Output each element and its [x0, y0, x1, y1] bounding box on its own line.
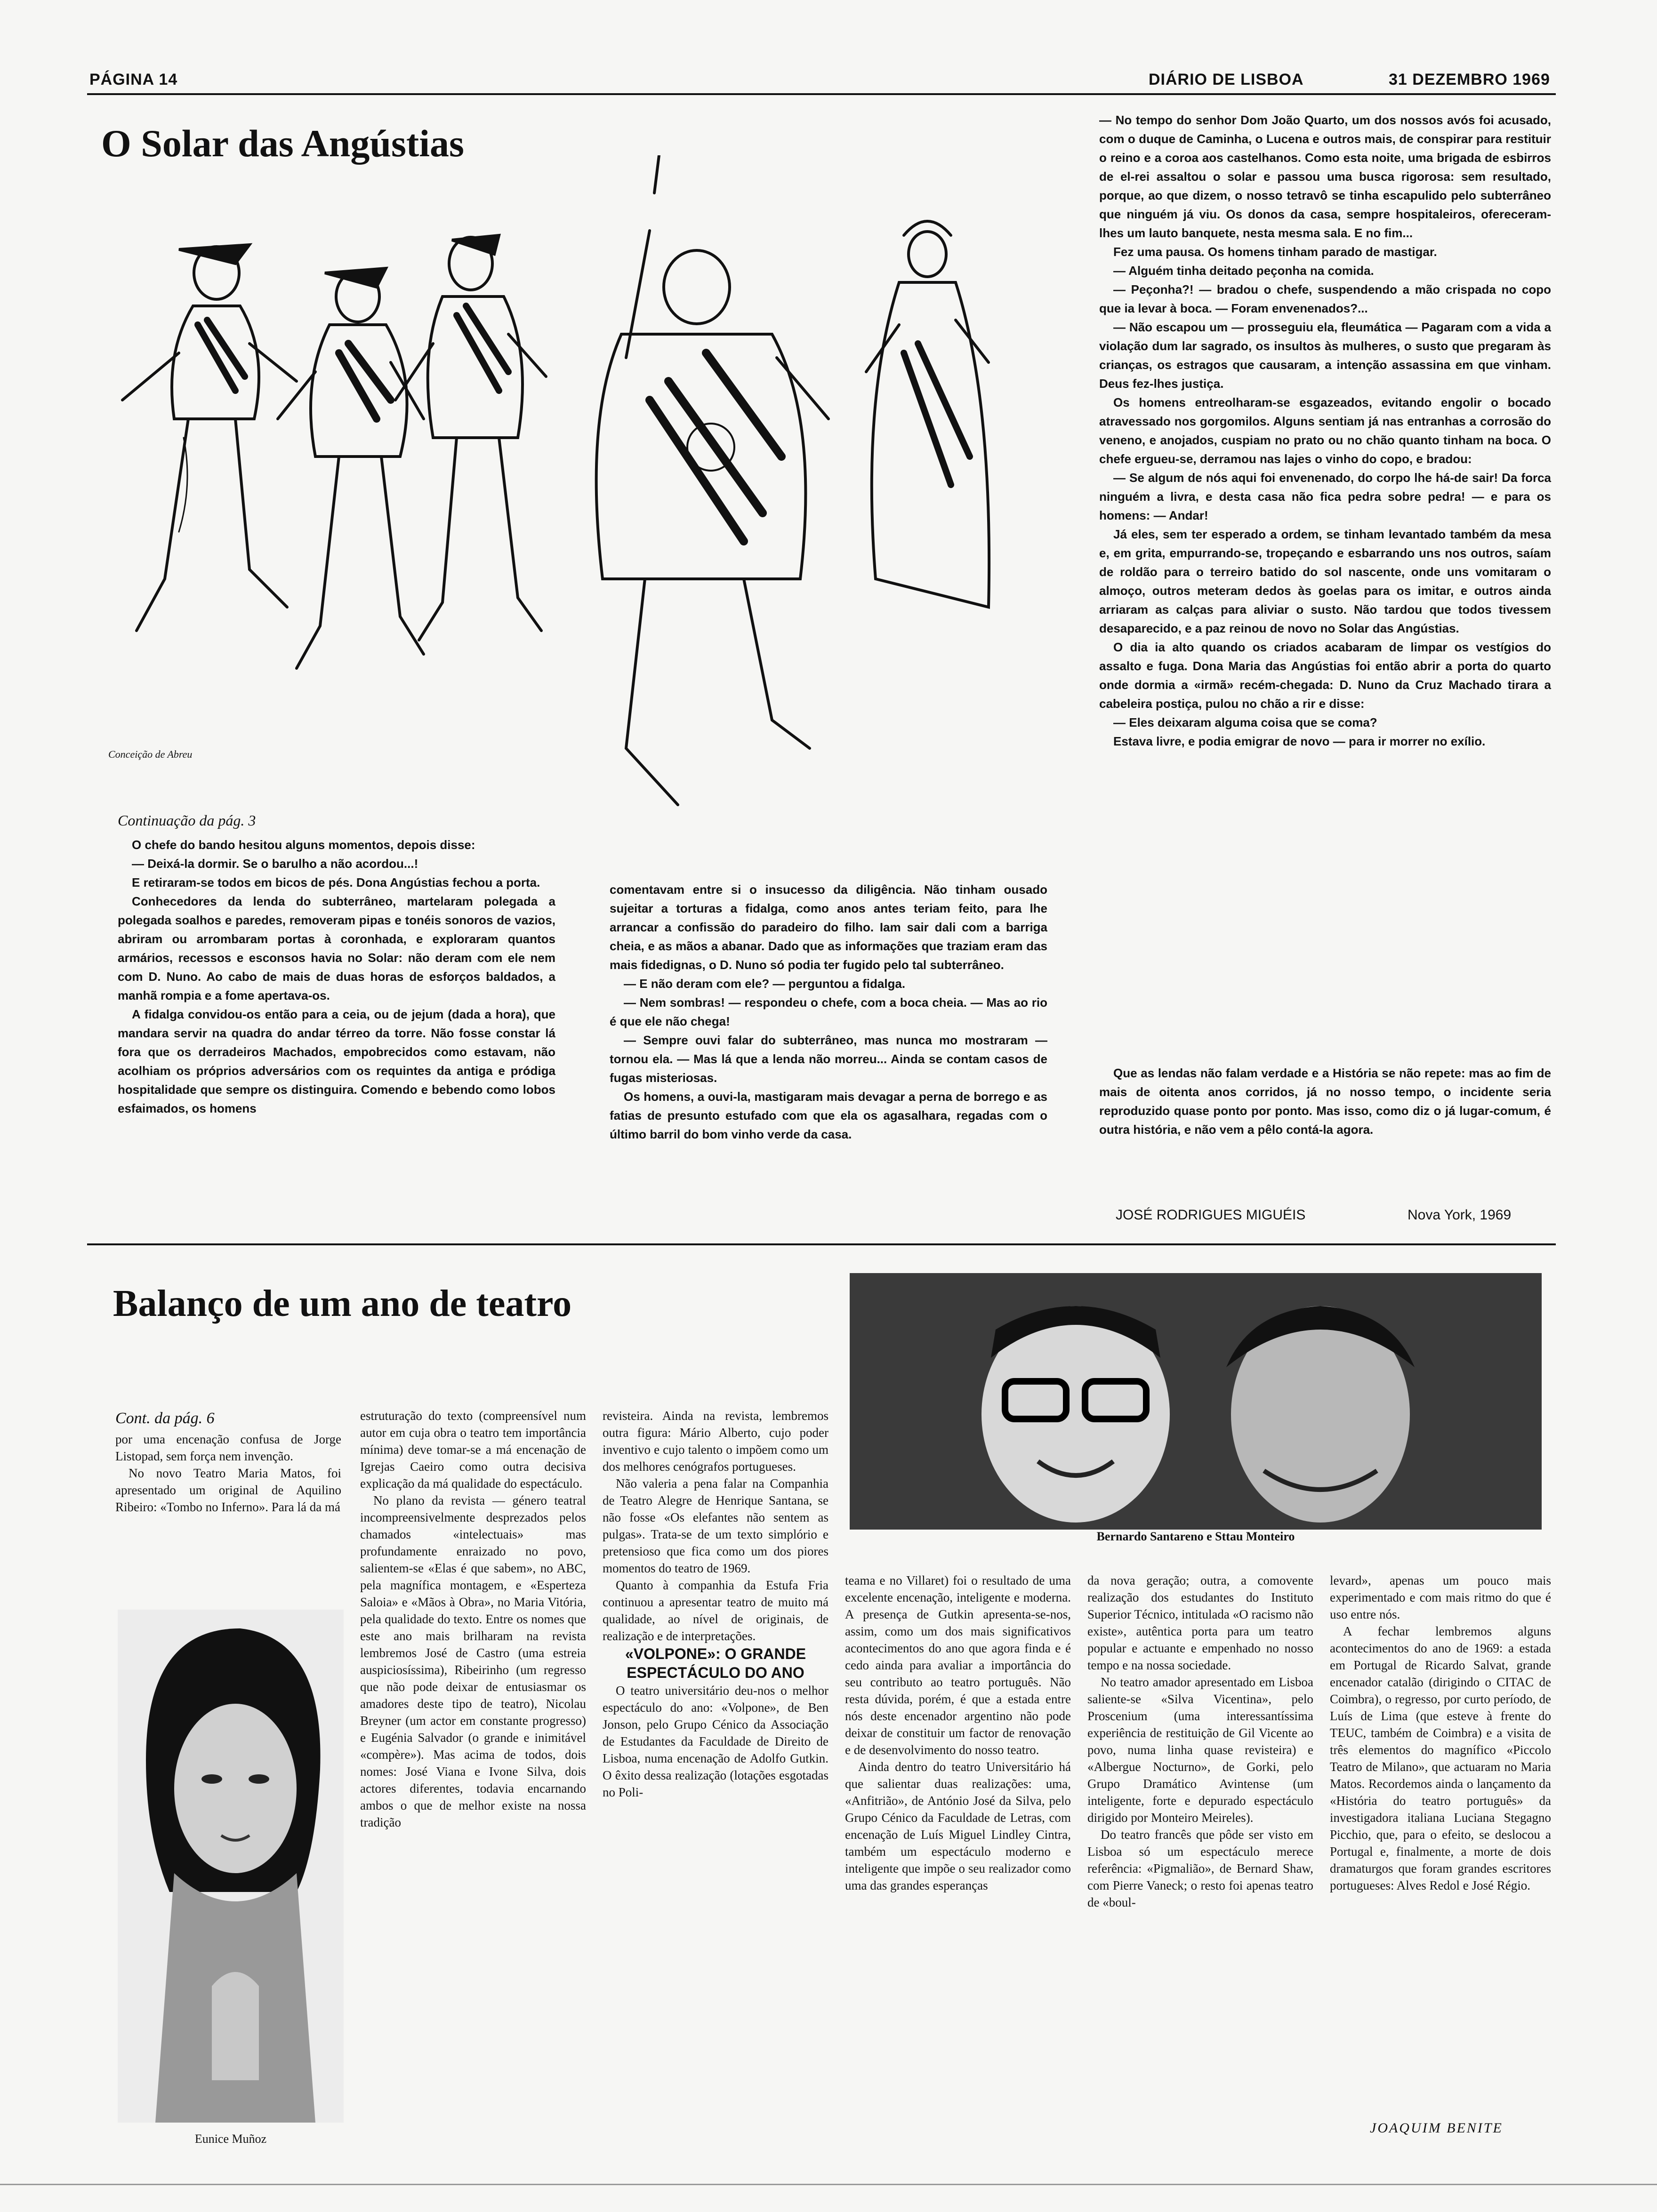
- illustration-signature: Conceição de Abreu: [108, 748, 193, 760]
- paragraph: Ainda dentro do teatro Universitário há que salientar duas realizações: uma, «Anfitrião», de António José da Silva, pelo Grupo Cénico da Faculdade de Letras, com encenação de Luís Miguel Lindley Cintra, também um espectáculo moderno e inteligente que impõe o seu realizador como uma das grandes esperanças: [845, 1760, 1071, 1892]
- article2-column-3: [603, 1407, 828, 1801]
- paragraph: Já eles, sem ter esperado a ordem, se tinham levantado também da mesa e, em grita, empurrando-se, tropeçando e esbarrando uns nos outros, saíam de roldão para o terreiro batido do sol nascente, onde uns vomitaram o almoço, outros meteram dedos às goelas para os imitar, e outros ainda arriaram as calças para aliviar o susto. Não tardou que todos tivessem desaparecido, e a paz reinou de novo no Solar das Angústias.: [1099, 527, 1551, 635]
- article2-column-4: [845, 1572, 1071, 1894]
- newspaper-name: DIÁRIO DE LISBOA: [1149, 71, 1304, 88]
- subheading: «VOLPONE»: O GRANDE ESPECTÁCULO DO ANO: [625, 1645, 806, 1681]
- illustration: [94, 155, 1073, 824]
- article-column-1: [118, 835, 555, 1118]
- paragraph: — Não escapou um — prosseguiu ela, fleumática — Pagaram com a vida a violação dum lar sagrado, os insultos às mulheres, o susto que pregaram às crianças, os estragos que causaram, a intenção assassina em que vinham. Deus fez-lhes justiça.: [1099, 320, 1551, 391]
- paragraph: estruturação do texto (compreensível num autor em cuja obra o teatro tem importância mínima) deve tomar-se a má encenação de Igrejas Caeiro como outra decisiva explicação da má qualidade do espectáculo.: [360, 1409, 586, 1491]
- figure-soldier-1: [122, 245, 297, 631]
- photo-caption-2: Eunice Muñoz: [194, 2132, 267, 2146]
- article2-column-5: [1087, 1572, 1313, 1911]
- paragraph: Os homens entreolharam-se esgazeados, evitando engolir o bocado atravessado nos gorgomilos. Alguns sentiam já nas entranhas a corrosão do veneno, e anojados, cuspiam no prato ou no chão quanto tinham na boca. O chefe ergueu-se, derramou nas lajes o vinho do copo, e bradou:: [1099, 395, 1551, 466]
- article2-column-2: [360, 1407, 586, 1831]
- paragraph: — Sempre ouvi falar do subterrâneo, mas nunca mo mostraram — tornou ela. — Mas lá que a lenda não morreu... Ainda se contam casos de fugas misteriosas.: [610, 1033, 1047, 1085]
- article-title: O Solar das Angústias: [101, 122, 464, 165]
- continuation-note: Continuação da pág. 3: [118, 812, 256, 829]
- paragraph: O chefe do bando hesitou alguns momentos, depois disse:: [132, 838, 475, 852]
- article-title-2: Balanço de um ano de teatro: [113, 1283, 572, 1324]
- paragraph: No plano da revista — género teatral incompreensivelmente desprezados pelos chamados «intelectuais» mas profundamente enraizado no povo, salientem-se «Elas é que sabem», no ABC, pela magnífica montagem, e «Esperteza Saloia» e «Mãos à Obra», no Maria Vitória, pela qualidade do texto. Entre os nomes que este ano mais brilharam na revista lembremos José de Castro (uma estreia auspiciosíssima), Ribeirinho (um regresso que não pode deixar de entusiasmar os amadores deste tipo de teatro), Nicolau Breyner (um actor em constante progresso) e Eugénia Salvador (o grande e inimitável «compère»). Mas acima de todos, dois nomes: José Viana e Ivone Silva, dois actores diferentes, todavia encarnando ambos o que de melhor existe na nossa tradição: [360, 1493, 586, 1829]
- paragraph: No novo Teatro Maria Matos, foi apresentado um original de Aquilino Ribeiro: «Tombo no Inferno». Para lá da má: [115, 1466, 341, 1514]
- paragraph: — Peçonha?! — bradou o chefe, suspendendo a mão crispada no copo que ia levar à boca. — Foram envenenados?...: [1099, 282, 1551, 315]
- paragraph: Conhecedores da lenda do subterrâneo, martelaram polegada a polegada soalhos e paredes, removeram pipas e tonéis sonoros de vazios, abriram ou arrombaram portas à coronhada, e exploraram quantos armários, recessos e esconsos havia no Solar: não deram com ele nem com D. Nuno. Ao cabo de mais de duas horas de esforços baldados, a manhã rompia e a fome apertava-os.: [118, 894, 555, 1002]
- article2-column-1: [115, 1431, 341, 1515]
- paragraph: — Deixá-la dormir. Se o barulho a não acordou...!: [132, 857, 418, 871]
- paragraph: — Eles deixaram alguma coisa que se coma?: [1113, 715, 1377, 729]
- paragraph: — No tempo do senhor Dom João Quarto, um dos nossos avós foi acusado, com o duque de Caminha, o Lucena e outros mais, de conspirar para restituir o reino e a coroa aos castelhanos. Como esta noite, uma brigada de esbirros de el-rei assaltou o solar e passou uma busca rigorosa: sem resultado, porque, ao que dizem, o nosso tetravô se tinha escapulido pelo subterrâneo que ninguém já viu. Os donos da casa, sempre hospitaleiros, ofereceram-lhes um lauto banquete, nesta mesma sala. E no fim...: [1099, 113, 1551, 240]
- paragraph: teama e no Villaret) foi o resultado de uma excelente encenação, inteligente e moderna. A presença de Gutkin apresenta-se-nos, assim, como um dos mais significativos acontecimentos do ano que agora finda e é cedo ainda para avaliar a importância do seu contributo ao teatro português. Não resta dúvida, porém, é que a estada entre nós deste encenador argentino não pode deixar de constituir um factor de renovação e de desenvolvimento do nosso teatro.: [845, 1573, 1071, 1757]
- paragraph: Estava livre, e podia emigrar de novo — para ir morrer no exílio.: [1113, 734, 1486, 748]
- paragraph: — Alguém tinha deitado peçonha na comida.: [1113, 264, 1374, 278]
- paragraph: Que as lendas não falam verdade e a História se não repete: mas ao fim de mais de oitenta anos corridos, já no nosso tempo, o incidente seria reproduzido quase ponto por ponto. Mas isso, como diz o já lugar-comum, é outra história, e não vem a pêlo contá-la agora.: [1099, 1066, 1551, 1137]
- continuation-note-2: Cont. da pág. 6: [115, 1410, 215, 1427]
- section-rule: [87, 1243, 1556, 1245]
- paragraph: O teatro universitário deu-nos o melhor espectáculo do ano: «Volpone», de Ben Jonson, pelo Grupo Cénico da Associação de Estudantes da Faculdade de Direito de Lisboa, numa encenação de Adolfo Gutkin. O êxito dessa realização (lotações esgotadas no Poli-: [603, 1683, 828, 1799]
- paragraph: Quanto à companhia da Estufa Fria continuou a apresentar teatro de muito má qualidade, ao nível de originais, de realização e de interpretações.: [603, 1578, 828, 1643]
- issue-date: 31 DEZEMBRO 1969: [1389, 71, 1550, 88]
- paragraph: comentavam entre si o insucesso da diligência. Não tinham ousado sujeitar a torturas a fidalga, como anos antes teriam feito, para lhe arrancar a confissão do paradeiro do filho. Iam sair dali com a barriga cheia, e as mãos a abanar. Dado que as informações que traziam eram das mais fidedignas, o D. Nuno só podia ter fugido pelo tal subterrâneo.: [610, 882, 1047, 972]
- figure-soldier-2: [278, 268, 424, 668]
- paragraph: Os homens, a ouvi-la, mastigaram mais devagar a perna de borrego e as fatias de presunto estufado com que ela os agasalhara, regadas com o último barril do bom vinho verde da casa.: [610, 1090, 1047, 1141]
- article-place: Nova York, 1969: [1408, 1207, 1512, 1223]
- paragraph: O dia ia alto quando os criados acabaram de limpar os vestígios do assalto e fuga. Dona Maria das Angústias foi então abrir a porta do quarto onde dormia a «irmã» recém-chegada: D. Nuno da Cruz Machado tirara a cabeleira postiça, pulou no chão a rir e disse:: [1099, 640, 1551, 711]
- paragraph: E retiraram-se todos em bicos de pés. Dona Angústias fechou a porta.: [132, 875, 540, 890]
- paragraph: Do teatro francês que pôde ser visto em Lisboa só um espectáculo merece referência: «Pigmalião», de Bernard Shaw, com Pierre Vaneck; o resto foi apenas teatro de «boul-: [1087, 1827, 1313, 1909]
- article2-author: JOAQUIM BENITE: [1370, 2120, 1503, 2136]
- photo-eunice-munoz: [118, 1610, 344, 2123]
- photo-santareno-monteiro: [850, 1273, 1542, 1530]
- header-rule: [87, 93, 1556, 95]
- paragraph: No teatro amador apresentado em Lisboa salientе-se «Silva Vicentina», pelo Proscenium (uma interessantíssima experiência de restituição de Gil Vicente ao povo, numa linha quase revisteira) e «Albergue Nocturno», de Gorki, pelo Grupo Dramático Avintense (um inteligente, forte e depurado espectáculo dirigido por Monteiro Meireles).: [1087, 1675, 1313, 1825]
- article-closing: [1099, 1064, 1551, 1139]
- paragraph: — Nem sombras! — respondeu o chefe, com a boca cheia. — Mas ao rio é que ele não chega!: [610, 995, 1047, 1028]
- article-column-3: [1099, 111, 1551, 751]
- figure-soldier-3: [395, 235, 546, 640]
- article-author: JOSÉ RODRIGUES MIGUÉIS: [1116, 1207, 1306, 1223]
- paragraph: da nova geração; outra, a comovente realização dos estudantes do Instituto Superior Técnico, intitulada «O racismo não existe», autêntica porta para um teatro popular e actuante e empenhado no nosso tempo e na nossa sociedade.: [1087, 1573, 1313, 1672]
- paragraph: Fez uma pausa. Os homens tinham parado de mastigar.: [1113, 245, 1437, 259]
- paragraph: revisteira. Ainda na revista, lembremos outra figura: Mário Alberto, cujo poder inventivo e cujo talento o impõem como um dos melhores cenógrafos portugueses.: [603, 1409, 828, 1474]
- paragraph: levard», apenas um pouco mais experimentado e com mais ritmo do que é uso entre nós.: [1330, 1573, 1551, 1621]
- paragraph: — Se algum de nós aqui foi envenenado, do corpo lhe há-de sair! Da forca ninguém a livra, e desta casa não fica pedra sobre pedra! — e para os homens: — Andar!: [1099, 471, 1551, 522]
- page-bottom-rule: [0, 2184, 1657, 2185]
- paragraph: A fechar lembremos alguns acontecimentos do ano de 1969: a estada em Portugal de Ricardo Salvat, grande encenador catalão (dirigindo o CITAC de Coimbra), o regresso, por curto período, de Luís de Lima (que esteve à frente do TEUC, também de Coimbra) e a visita de três elementos do magnífico «Piccolo Teatro de Milano», que actuaram no Maria Matos. Recordemos ainda o lançamento da «História do teatro português» da investigadora italiana Luciana Stegagno Picchio, que, para o efeito, se deslocou a Portugal e, finalmente, a morte de dois dramaturgos que foram grandes escritores portugueses: Alves Redol e José Régio.: [1330, 1624, 1551, 1892]
- paragraph: — E não deram com ele? — perguntou a fidalga.: [624, 977, 906, 991]
- page-number: PÁGINA 14: [89, 71, 178, 88]
- paragraph: por uma encenação confusa de Jorge Listopad, sem força nem invenção.: [115, 1432, 341, 1463]
- paragraph: Não valeria a pena falar na Companhia de Teatro Alegre de Henrique Santana, se não fosse «Os elefantes não sentem as pulgas». Trata-se de um texto simplório e pretensioso que fica como um dos piores momentos do teatro de 1969.: [603, 1476, 828, 1575]
- figure-woman: [866, 221, 989, 607]
- figure-friar: [596, 155, 828, 805]
- article-column-2: [610, 880, 1047, 1144]
- paragraph: A fidalga convidou-os então para a ceia, ou de jejum (dada a hora), que mandara servir na quadra do andar térreo da torre. Não fosse constar lá fora que os derradeiros Machados, empobrecidos como estavam, não acolhiam os próprios adversários com os requintes da antiga e pródiga hospitalidade que sempre os distinguira. Comendo e bebendo como lobos esfaimados, os homens: [118, 1007, 555, 1115]
- article2-column-6: [1330, 1572, 1551, 1894]
- photo-caption-1: Bernardo Santareno e Sttau Monteiro: [1096, 1530, 1295, 1543]
